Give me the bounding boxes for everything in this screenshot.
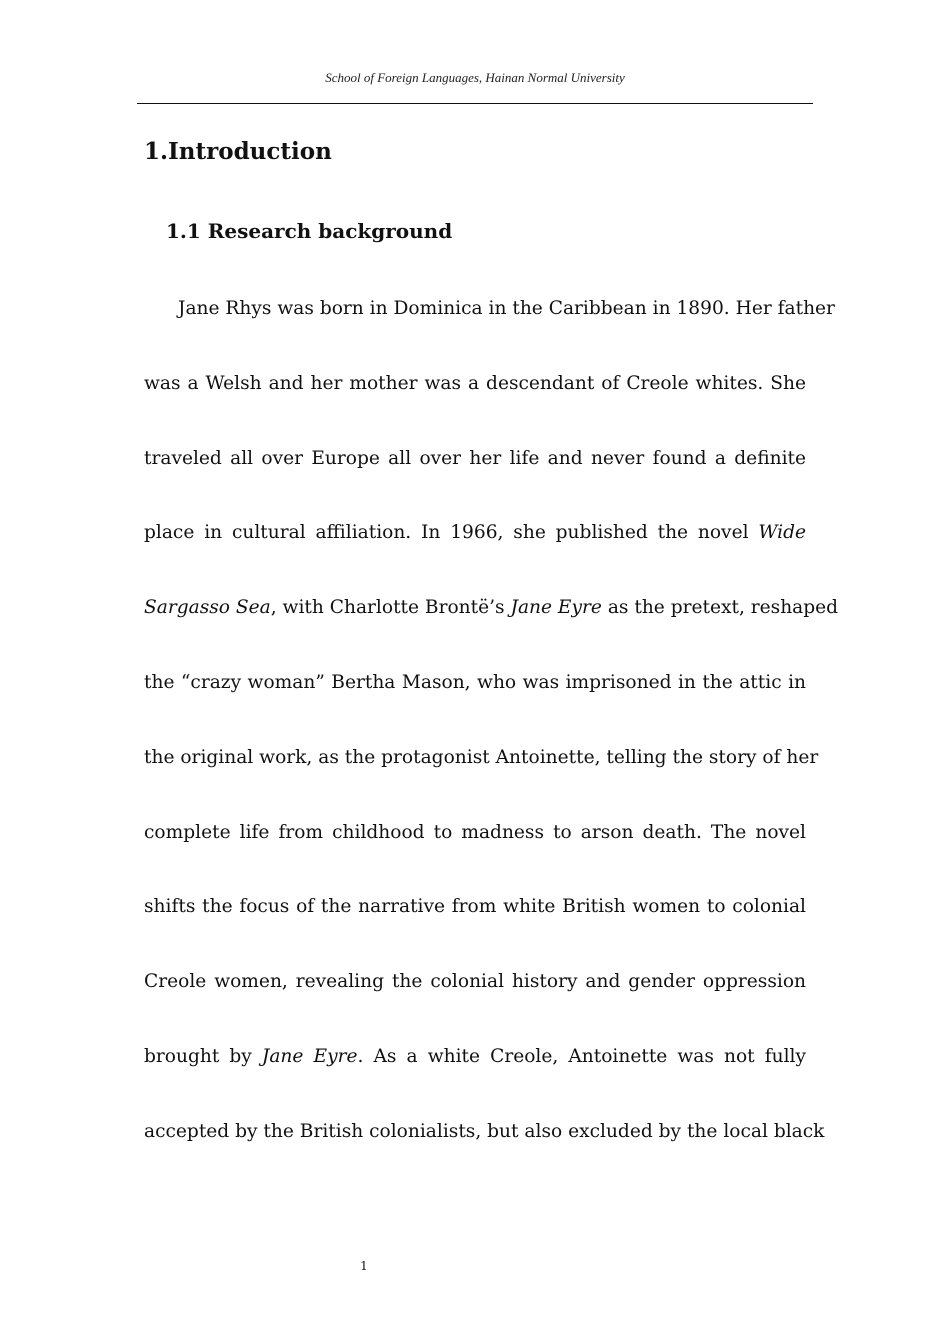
- text-run: , with Charlotte Brontë’s: [270, 597, 511, 619]
- text-run: Creole women, revealing the colonial history and gender oppression: [144, 971, 806, 993]
- text-run: complete life from childhood to madness to arson death. The novel: [144, 821, 806, 843]
- text-line: [144, 590, 839, 665]
- text-run: place in cultural affiliation. In 1966, she published the novel: [144, 522, 759, 544]
- page-number: 1: [360, 1259, 368, 1273]
- italic-title: Wide: [758, 522, 806, 544]
- subsection-title: 1.1 Research background: [166, 219, 453, 243]
- text-line: [144, 515, 806, 590]
- section-title: 1.Introduction: [144, 138, 332, 165]
- text-run: was a Welsh and her mother was a descendant of Creole whites. She: [144, 372, 806, 394]
- text-run: brought by: [144, 1045, 262, 1067]
- text-run: the “crazy woman” Bertha Mason, who was imprisoned in the attic in: [144, 671, 806, 693]
- text-run: Jane Rhys was born in Dominica in the Caribbean in 1890. Her father: [178, 298, 835, 319]
- italic-title: Sargasso Sea: [144, 597, 271, 619]
- text-line: [144, 815, 806, 890]
- body-paragraph: [144, 291, 839, 1189]
- text-run: shifts the focus of the narrative from white British women to colonial: [144, 896, 806, 918]
- text-line: [144, 366, 806, 441]
- text-run: . As a white Creole, Antoinette was not fully: [357, 1045, 806, 1067]
- text-line: [144, 1039, 806, 1114]
- text-line: [144, 964, 806, 1039]
- text-run: the original work, as the protagonist Antoinette, telling the story of her: [144, 746, 819, 768]
- header-divider: [137, 103, 813, 104]
- text-line: [144, 291, 835, 366]
- text-line: [144, 889, 806, 964]
- text-line: [144, 740, 819, 815]
- text-line: [144, 665, 806, 740]
- page-header: School of Foreign Languages, Hainan Normal University: [325, 70, 625, 85]
- text-run: accepted by the British colonialists, but also excluded by the local black: [144, 1120, 825, 1142]
- text-run: traveled all over Europe all over her life and never found a definite: [144, 447, 806, 469]
- text-line: [144, 1114, 825, 1189]
- italic-title: Jane Eyre: [510, 597, 602, 619]
- text-run: as the pretext, reshaped: [601, 597, 839, 619]
- italic-title: Jane Eyre: [261, 1045, 358, 1067]
- text-line: [144, 441, 806, 516]
